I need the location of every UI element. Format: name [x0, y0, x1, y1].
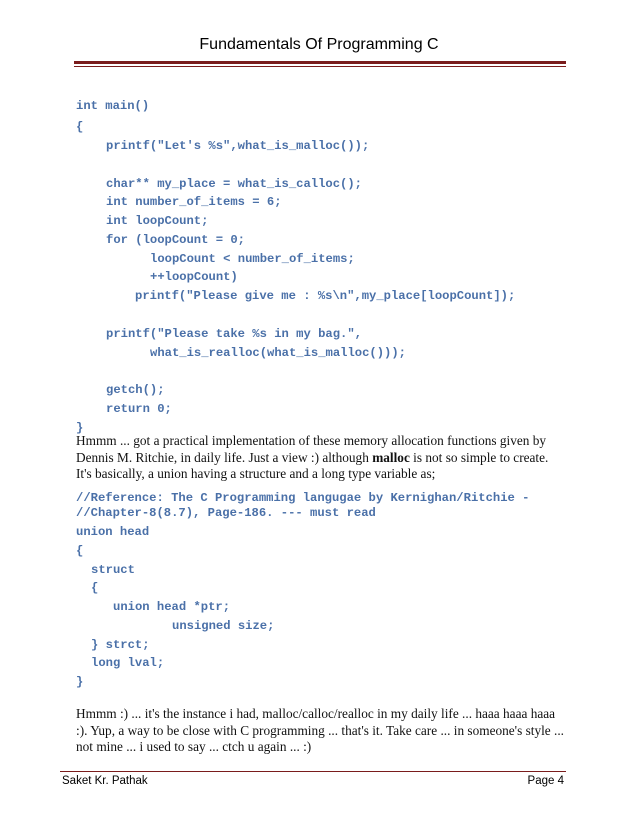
footer-page-number: Page 4 — [527, 775, 564, 787]
code-line: } strct; — [91, 638, 150, 652]
footer-author: Saket Kr. Pathak — [62, 775, 148, 787]
code-line: printf("Please take %s in my bag.", — [106, 327, 362, 341]
code-line: ++loopCount) — [150, 270, 238, 284]
paragraph-closing: Hmmm :) ... it's the instance i had, malloc/calloc/realloc in my daily life ... haaa haaa haaa :). Yup, a way to be close with C programming ... that's it. Take care ... in someone's style ... not mine ... i used to say ... ctch u again ... :) — [76, 706, 564, 755]
paragraph-intro — [76, 433, 566, 483]
code-comment-line: //Chapter-8(8.7), Page-186. --- must read — [76, 506, 376, 520]
code-line: for (loopCount = 0; — [106, 233, 245, 247]
header-rule — [74, 61, 566, 64]
paragraph-intro-text: Hmmm ... got a practical implementation of these memory allocation functions given by Dennis M. Ritchie, in daily life. Just a view :) although — [76, 433, 547, 465]
header-rule-thin — [74, 66, 566, 67]
code-line: union head *ptr; — [113, 600, 231, 614]
paragraph-intro-text-end: is not so simple to create. It's basically, a union having a structure and a long type variable as; — [76, 449, 549, 482]
code-line: printf("Let's %s",what_is_malloc()); — [106, 139, 370, 153]
code-line: char** my_place = what_is_calloc(); — [106, 177, 362, 191]
code-line: return 0; — [106, 402, 172, 416]
code-line: getch(); — [106, 383, 165, 397]
code-line: printf("Please give me : %s\n",my_place[loopCount]); — [135, 289, 516, 303]
code-line: what_is_realloc(what_is_malloc())); — [150, 346, 406, 360]
footer-rule — [60, 771, 566, 772]
code-line: union head — [76, 525, 150, 539]
code-line: { — [91, 581, 99, 595]
code-line: } — [76, 421, 84, 435]
code-line: } — [76, 675, 84, 689]
code-line: long lval; — [91, 656, 165, 670]
code-line: int main() — [76, 99, 150, 113]
code-line: struct — [91, 563, 135, 577]
code-line: loopCount < number_of_items; — [150, 252, 355, 266]
code-line: int loopCount; — [106, 214, 209, 228]
code-comment-line: //Reference: The C Programming langugae by Kernighan/Ritchie - — [76, 491, 530, 505]
code-line: { — [76, 120, 84, 134]
page-header-title: Fundamentals Of Programming C — [199, 36, 439, 53]
paragraph-intro-bold: malloc — [372, 449, 410, 465]
code-line: unsigned size; — [172, 619, 275, 633]
code-line: int number_of_items = 6; — [106, 195, 282, 209]
code-line: { — [76, 544, 84, 558]
